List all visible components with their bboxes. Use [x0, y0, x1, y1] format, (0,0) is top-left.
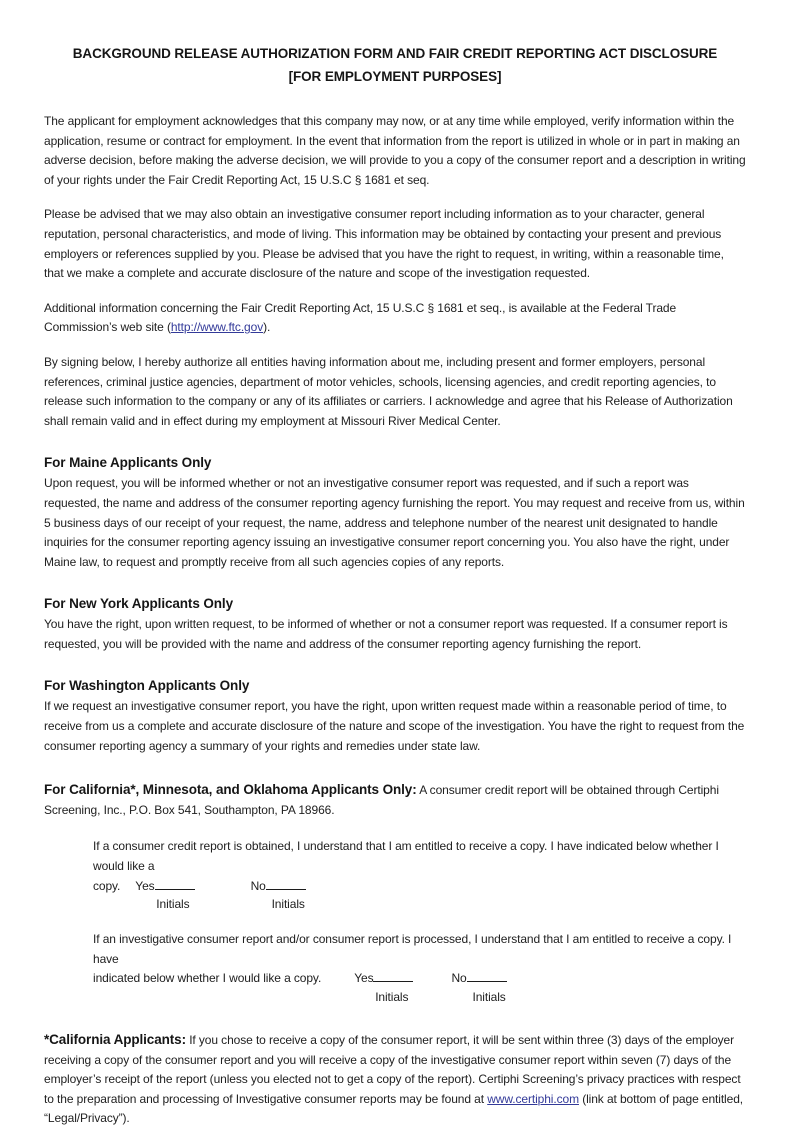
intro-paragraph-2: Please be advised that we may also obtain an investigative consumer report including information as to your character, general reputation, personal characteristics, and mode of living. This information may be obtained by contacting your present and previous employers or references supplied by you. Please be advised that you have the right to request, in writing, within a reasonable time, that we make a complete and accurate disclosure of the nature and scope of the investigation requested.: [44, 207, 724, 281]
intro-paragraph-1: The applicant for employment acknowledges that this company may now, or at any time while employed, verify information within the application, resume or contract for employment. In the event that information from the report is utilized in whole or in part in making an adverse decision, before making the adverse decision, we will provide to you a copy of the consumer report and a description in writing of your rights under the Fair Credit Reporting Act, 15 U.S.C § 1681 et seq.: [44, 114, 746, 187]
ca-mn-ok-section-body: A consumer credit report will be obtained through Certiphi Screening, Inc., P.O. Box 541, Southampton, PA 18966.: [44, 783, 719, 817]
maine-section-heading: For Maine Applicants Only: [44, 455, 212, 471]
california-note-text: If you chose to receive a copy of the consumer report, it will be sent within three (3) days of the employer receiving a copy of the consumer report and you will receive a copy of the investigative consumer report within seven (7) days of the employer’s receipt of the report (unless you elected not to get a copy of the report). Certiphi Screening’s privacy practices with respect to the preparation and processing of Investigative consumer reports may be found at: [44, 1033, 741, 1106]
washington-section-heading: For Washington Applicants Only: [44, 678, 250, 694]
no-initials-blank[interactable]: [467, 969, 507, 982]
document-title-line2: [FOR EMPLOYMENT PURPOSES]: [288, 69, 502, 84]
consent-block-credit-report: [93, 837, 746, 913]
ca-mn-ok-section-heading: For California*, Minnesota, and Oklahoma Applicants Only:: [44, 782, 417, 798]
initials-caption: Initials: [472, 990, 506, 1004]
california-applicants-heading: *California Applicants:: [44, 1032, 186, 1047]
yes-label: Yes: [354, 971, 374, 986]
yes-initials-blank[interactable]: [373, 969, 413, 982]
no-label: No: [250, 878, 266, 893]
california-note-text-after: (link at bottom of page entitled, “Legal/Privacy”).: [44, 1091, 744, 1126]
ca-mn-ok-section: [44, 780, 746, 820]
washington-section-body: If we request an investigative consumer report, you have the right, upon written request made within a reasonable period of time, to receive from us a complete and accurate disclosure of the nature and scope of the investigation. You have the right to request from the consumer reporting agency a summary of your rights and remedies under state law.: [44, 699, 745, 753]
document-title: [44, 42, 746, 88]
california-applicants-note: [44, 1030, 746, 1129]
document-title-line1: BACKGROUND RELEASE AUTHORIZATION FORM AND FAIR CREDIT REPORTING ACT DISCLOSURE: [72, 46, 718, 61]
intro-paragraph-3-text-after: ).: [263, 320, 271, 335]
no-initials-group: [251, 877, 306, 914]
no-label: No: [451, 971, 467, 986]
maine-section-body: Upon request, you will be informed whether or not an investigative consumer report was requested, and if such a report was requested, the name and address of the consumer reporting agency furnishing the report. You may request and receive from us, within 5 business days of our receipt of your request, the name, address and telephone number of the nearest unit designated to handle inquiries for the consumer reporting agency issuing an investigative consumer report concerning you. You also have the right, under Maine law, to request and promptly receive from all such agencies copies of any reports.: [44, 476, 745, 569]
consent-block-2-yes-no-row: [93, 969, 746, 1006]
yes-initials-group: [135, 877, 194, 914]
consent-block-2-text: If an investigative consumer report and/or consumer report is processed, I understand that I am entitled to receive a copy. I have: [93, 932, 732, 966]
ftc-gov-link[interactable]: http://www.ftc.gov: [170, 320, 264, 335]
intro-paragraph-3: [44, 299, 746, 338]
new-york-section-body: You have the right, upon written request, to be informed of whether or not a consumer report was requested. If a consumer report is requested, you will be provided with the name and address of the consumer reporting agency furnishing the report.: [44, 617, 728, 651]
new-york-section-heading: For New York Applicants Only: [44, 596, 233, 612]
initials-caption: Initials: [271, 897, 305, 912]
initials-caption: Initials: [375, 990, 409, 1004]
yes-initials-group: [354, 969, 413, 1006]
intro-paragraph-4: By signing below, I hereby authorize all entities having information about me, including present and former employers, personal references, criminal justice agencies, department of motor vehicles, schools, licensing agencies, and credit reporting agencies, to release such information to the company or any of its affiliates or carriers. I acknowledge and agree that his Release of Authorization shall remain valid and in effect during my employment at Missouri River Medical Center.: [44, 354, 733, 428]
consent-block-2-text-continued: indicated below whether I would like a copy.: [93, 971, 322, 986]
intro-paragraph-3-text: Additional information concerning the Fair Credit Reporting Act, 15 U.S.C § 1681 et seq., is available at the Federal Trade Commission’s web site (: [44, 300, 677, 335]
no-initials-group: [451, 969, 506, 1006]
consent-block-1-text-continued: copy.: [93, 878, 121, 893]
yes-initials-blank[interactable]: [155, 877, 195, 890]
yes-label: Yes: [135, 878, 155, 893]
consent-block-investigative-report: [93, 930, 746, 1006]
initials-caption: Initials: [156, 897, 190, 912]
no-initials-blank[interactable]: [266, 877, 306, 890]
consent-block-1-text: If a consumer credit report is obtained, I understand that I am entitled to receive a copy. I have indicated below whether I would like a: [93, 839, 719, 874]
consent-block-1-yes-no-row: [93, 877, 746, 914]
certiphi-link[interactable]: www.certiphi.com: [487, 1091, 579, 1106]
